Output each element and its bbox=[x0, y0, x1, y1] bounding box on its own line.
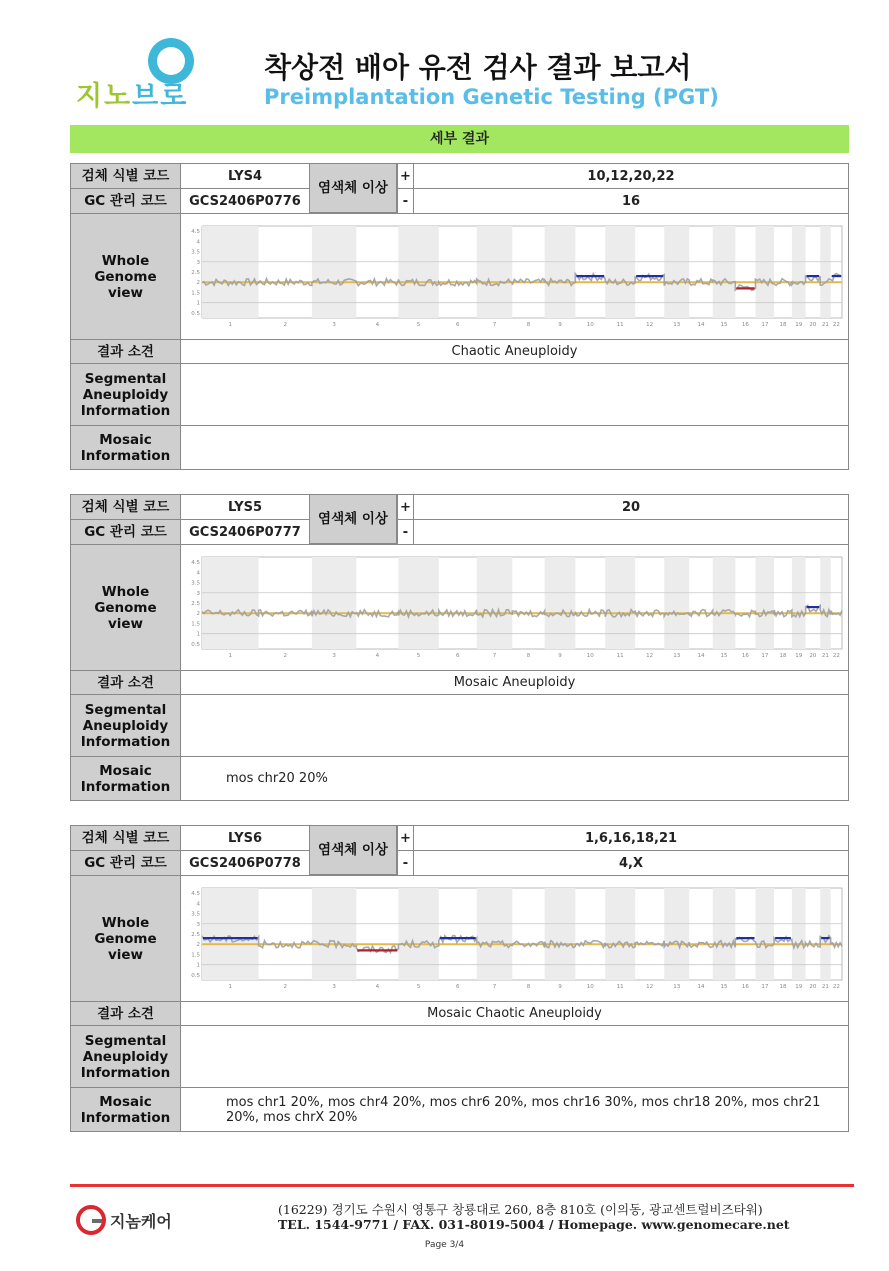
chromosome-tick-label: 7 bbox=[492, 321, 497, 328]
y-tick-label: 0.5 bbox=[191, 310, 200, 317]
sample-id-value: LYS6 bbox=[180, 826, 309, 850]
y-tick-label: 2.5 bbox=[191, 931, 200, 938]
chromosome-band bbox=[477, 557, 513, 649]
chromosome-band bbox=[545, 557, 576, 649]
segmental-value bbox=[180, 1026, 848, 1087]
y-tick-label: 4 bbox=[196, 569, 200, 576]
chromosome-tick-label: 19 bbox=[795, 652, 803, 659]
chromosome-tick-label: 5 bbox=[416, 321, 421, 328]
chromosome-tick-label: 5 bbox=[416, 983, 421, 990]
genome-plot-cell bbox=[180, 545, 848, 670]
chromosome-tick-label: 13 bbox=[673, 983, 681, 990]
chromosome-band bbox=[312, 557, 356, 649]
mosaic-value: mos chr1 20%, mos chr4 20%, mos chr6 20%, mos chr16 30%, mos chr18 20%, mos chr21 20%, mos chrX 20% bbox=[180, 1088, 848, 1131]
loss-sign: - bbox=[397, 851, 413, 875]
chromosome-tick-label: 2 bbox=[283, 652, 287, 659]
company-address: (16229) 경기도 수원시 영통구 창룡대로 260, 8층 810호 (이의동, 광교센트럴비즈타워) bbox=[278, 1202, 763, 1217]
gc-code-label: GC 관리 코드 bbox=[71, 189, 180, 213]
genome-plot bbox=[184, 880, 846, 998]
sample-id-label: 검체 식별 코드 bbox=[71, 826, 180, 850]
gc-code-label: GC 관리 코드 bbox=[71, 520, 180, 544]
report-header bbox=[0, 0, 889, 120]
y-tick-label: 4.5 bbox=[191, 890, 200, 897]
sample-id-label: 검체 식별 코드 bbox=[71, 164, 180, 188]
chromosome-tick-label: 1 bbox=[228, 321, 233, 328]
chromosome-tick-label: 9 bbox=[558, 652, 562, 659]
chromosome-tick-label: 8 bbox=[526, 983, 531, 990]
chromosome-tick-label: 12 bbox=[646, 321, 654, 328]
chromosome-tick-label: 22 bbox=[832, 983, 840, 990]
y-tick-label: 1 bbox=[196, 300, 200, 307]
company-logo-icon bbox=[76, 1205, 106, 1235]
chromosome-tick-label: 6 bbox=[456, 652, 460, 659]
segmental-value bbox=[180, 695, 848, 756]
chromosome-tick-label: 1 bbox=[228, 983, 233, 990]
y-tick-label: 0.5 bbox=[191, 641, 200, 648]
y-tick-label: 1.5 bbox=[191, 289, 200, 296]
loss-sign: - bbox=[397, 189, 413, 213]
chromosome-tick-label: 6 bbox=[456, 983, 460, 990]
y-tick-label: 3.5 bbox=[191, 580, 200, 587]
genome-plot bbox=[184, 549, 846, 667]
y-tick-label: 4 bbox=[196, 900, 200, 907]
chromosome-tick-label: 16 bbox=[741, 983, 749, 990]
chromosome-tick-label: 2 bbox=[283, 983, 287, 990]
chromosome-band bbox=[398, 557, 438, 649]
section-title: 세부 결과 bbox=[70, 125, 849, 153]
report-subtitle: Preimplantation Genetic Testing (PGT) bbox=[264, 85, 719, 109]
chromosome-band bbox=[664, 888, 689, 980]
company-contact: TEL. 1544-9771 / FAX. 031-8019-5004 / Homepage. www.genomecare.net bbox=[278, 1217, 790, 1232]
page-number: Page 3/4 bbox=[424, 1240, 465, 1250]
company-logo bbox=[76, 1202, 256, 1238]
gain-chromosomes: 10,12,20,22 bbox=[413, 164, 848, 188]
y-tick-label: 0.5 bbox=[191, 972, 200, 979]
result-value: Mosaic Aneuploidy bbox=[180, 671, 848, 694]
chromosome-tick-label: 15 bbox=[720, 652, 728, 659]
gain-sign: + bbox=[397, 164, 413, 188]
y-tick-label: 2.5 bbox=[191, 269, 200, 276]
y-tick-label: 1.5 bbox=[191, 620, 200, 627]
chromosome-tick-label: 11 bbox=[616, 321, 624, 328]
chromosome-band bbox=[820, 888, 831, 980]
whole-genome-label: Whole Genome view bbox=[71, 545, 180, 670]
gc-code-value: GCS2406P0777 bbox=[180, 520, 309, 544]
chromosome-band bbox=[820, 557, 831, 649]
chromosome-tick-label: 21 bbox=[821, 983, 829, 990]
chromosome-band bbox=[792, 226, 806, 318]
chromosome-tick-label: 18 bbox=[779, 652, 787, 659]
gain-chromosomes: 1,6,16,18,21 bbox=[413, 826, 848, 850]
y-tick-label: 3.5 bbox=[191, 249, 200, 256]
chromosome-tick-label: 10 bbox=[586, 983, 594, 990]
chromosome-tick-label: 20 bbox=[809, 652, 817, 659]
chromosome-tick-label: 12 bbox=[646, 652, 654, 659]
chromosome-tick-label: 8 bbox=[526, 321, 531, 328]
chromosome-band bbox=[664, 557, 689, 649]
y-tick-label: 2 bbox=[196, 279, 200, 286]
y-tick-label: 3.5 bbox=[191, 911, 200, 918]
sample-id-label: 검체 식별 코드 bbox=[71, 495, 180, 519]
chrom-abnormal-label: 염색체 이상 bbox=[309, 164, 397, 213]
result-label: 결과 소견 bbox=[71, 1002, 180, 1025]
chromosome-tick-label: 16 bbox=[741, 652, 749, 659]
chromosome-tick-label: 10 bbox=[586, 652, 594, 659]
chromosome-band bbox=[756, 888, 775, 980]
gain-sign: + bbox=[397, 495, 413, 519]
company-name: 지놈케어 bbox=[110, 1212, 172, 1231]
logo-text: 지노브로 bbox=[76, 81, 189, 112]
chromosome-band bbox=[477, 888, 513, 980]
y-tick-label: 4.5 bbox=[191, 228, 200, 235]
y-tick-label: 1.5 bbox=[191, 951, 200, 958]
mosaic-label: Mosaic Information bbox=[71, 426, 180, 469]
chromosome-tick-label: 17 bbox=[761, 321, 769, 328]
chromosome-tick-label: 16 bbox=[741, 321, 749, 328]
chromosome-tick-label: 5 bbox=[416, 652, 421, 659]
chrom-abnormal-label: 염색체 이상 bbox=[309, 826, 397, 875]
chrom-abnormal-label: 염색체 이상 bbox=[309, 495, 397, 544]
result-label: 결과 소견 bbox=[71, 671, 180, 694]
y-tick-label: 3 bbox=[196, 259, 200, 266]
y-tick-label: 4.5 bbox=[191, 559, 200, 566]
chromosome-tick-label: 22 bbox=[832, 321, 840, 328]
gain-sign: + bbox=[397, 826, 413, 850]
chromosome-band bbox=[605, 226, 635, 318]
chromosome-tick-label: 14 bbox=[697, 983, 705, 990]
chromosome-tick-label: 6 bbox=[456, 321, 460, 328]
chromosome-tick-label: 13 bbox=[673, 652, 681, 659]
chromosome-band bbox=[545, 226, 576, 318]
chromosome-band bbox=[713, 226, 736, 318]
chromosome-tick-label: 13 bbox=[673, 321, 681, 328]
chromosome-band bbox=[202, 226, 259, 318]
chromosome-tick-label: 19 bbox=[795, 983, 803, 990]
chromosome-band bbox=[202, 888, 259, 980]
chromosome-tick-label: 10 bbox=[586, 321, 594, 328]
chromosome-tick-label: 20 bbox=[809, 983, 817, 990]
chromosome-band bbox=[605, 888, 635, 980]
segmental-label: Segmental Aneuploidy Information bbox=[71, 364, 180, 425]
chromosome-tick-label: 11 bbox=[616, 983, 624, 990]
chromosome-band bbox=[820, 226, 831, 318]
chromosome-tick-label: 11 bbox=[616, 652, 624, 659]
y-tick-label: 3 bbox=[196, 590, 200, 597]
chromosome-tick-label: 17 bbox=[761, 652, 769, 659]
chromosome-tick-label: 3 bbox=[332, 983, 336, 990]
sample-id-value: LYS4 bbox=[180, 164, 309, 188]
gc-code-label: GC 관리 코드 bbox=[71, 851, 180, 875]
loss-sign: - bbox=[397, 520, 413, 544]
chromosome-band bbox=[756, 557, 775, 649]
y-tick-label: 3 bbox=[196, 921, 200, 928]
chromosome-tick-label: 9 bbox=[558, 983, 562, 990]
chromosome-band bbox=[398, 226, 438, 318]
chromosome-band bbox=[605, 557, 635, 649]
y-tick-label: 1 bbox=[196, 962, 200, 969]
mosaic-label: Mosaic Information bbox=[71, 1088, 180, 1131]
gain-chromosomes: 20 bbox=[413, 495, 848, 519]
chromosome-band bbox=[792, 557, 806, 649]
segmental-value bbox=[180, 364, 848, 425]
whole-genome-label: Whole Genome view bbox=[71, 876, 180, 1001]
chromosome-band bbox=[202, 557, 259, 649]
chromosome-tick-label: 7 bbox=[492, 652, 497, 659]
sample-panel bbox=[70, 825, 849, 1132]
chromosome-band bbox=[398, 888, 438, 980]
sample-panel bbox=[70, 163, 849, 470]
report-title: 착상전 배아 유전 검사 결과 보고서 bbox=[264, 51, 692, 84]
genome-plot bbox=[184, 218, 846, 336]
chromosome-tick-label: 20 bbox=[809, 321, 817, 328]
chromosome-tick-label: 19 bbox=[795, 321, 803, 328]
chromosome-tick-label: 7 bbox=[492, 983, 497, 990]
mosaic-value bbox=[180, 426, 848, 469]
chromosome-band bbox=[713, 557, 736, 649]
chromosome-tick-label: 21 bbox=[821, 321, 829, 328]
chromosome-tick-label: 4 bbox=[375, 321, 380, 328]
chromosome-tick-label: 3 bbox=[332, 321, 336, 328]
loss-chromosomes: 16 bbox=[413, 189, 848, 213]
whole-genome-label: Whole Genome view bbox=[71, 214, 180, 339]
y-tick-label: 1 bbox=[196, 631, 200, 638]
chromosome-tick-label: 9 bbox=[558, 321, 562, 328]
chromosome-band bbox=[792, 888, 806, 980]
chromosome-tick-label: 3 bbox=[332, 652, 336, 659]
result-label: 결과 소견 bbox=[71, 340, 180, 363]
result-value: Mosaic Chaotic Aneuploidy bbox=[180, 1002, 848, 1025]
footer-divider bbox=[70, 1184, 854, 1187]
segmental-label: Segmental Aneuploidy Information bbox=[71, 695, 180, 756]
y-tick-label: 2 bbox=[196, 610, 200, 617]
gc-code-value: GCS2406P0778 bbox=[180, 851, 309, 875]
chromosome-band bbox=[545, 888, 576, 980]
chromosome-band bbox=[713, 888, 736, 980]
chromosome-tick-label: 2 bbox=[283, 321, 287, 328]
genome-plot-cell bbox=[180, 876, 848, 1001]
loss-chromosomes: 4,X bbox=[413, 851, 848, 875]
segmental-label: Segmental Aneuploidy Information bbox=[71, 1026, 180, 1087]
sample-id-value: LYS5 bbox=[180, 495, 309, 519]
chromosome-tick-label: 1 bbox=[228, 652, 233, 659]
result-value: Chaotic Aneuploidy bbox=[180, 340, 848, 363]
mosaic-value: mos chr20 20% bbox=[180, 757, 848, 800]
loss-chromosomes bbox=[413, 520, 848, 544]
chromosome-tick-label: 17 bbox=[761, 983, 769, 990]
chromosome-band bbox=[312, 888, 356, 980]
chromosome-tick-label: 15 bbox=[720, 321, 728, 328]
chromosome-tick-label: 4 bbox=[375, 652, 380, 659]
chromosome-tick-label: 12 bbox=[646, 983, 654, 990]
chromosome-band bbox=[664, 226, 689, 318]
y-tick-label: 4 bbox=[196, 238, 200, 245]
chromosome-tick-label: 14 bbox=[697, 321, 705, 328]
chromosome-tick-label: 21 bbox=[821, 652, 829, 659]
chromosome-tick-label: 18 bbox=[779, 321, 787, 328]
y-tick-label: 2.5 bbox=[191, 600, 200, 607]
chromosome-tick-label: 4 bbox=[375, 983, 380, 990]
genome-plot-cell bbox=[180, 214, 848, 339]
chromosome-tick-label: 15 bbox=[720, 983, 728, 990]
sample-panel bbox=[70, 494, 849, 801]
chromosome-tick-label: 22 bbox=[832, 652, 840, 659]
y-tick-label: 2 bbox=[196, 941, 200, 948]
chromosome-band bbox=[477, 226, 513, 318]
mosaic-label: Mosaic Information bbox=[71, 757, 180, 800]
chromosome-tick-label: 8 bbox=[526, 652, 531, 659]
chromosome-tick-label: 18 bbox=[779, 983, 787, 990]
gc-code-value: GCS2406P0776 bbox=[180, 189, 309, 213]
chromosome-band bbox=[312, 226, 356, 318]
chromosome-band bbox=[756, 226, 775, 318]
chromosome-tick-label: 14 bbox=[697, 652, 705, 659]
